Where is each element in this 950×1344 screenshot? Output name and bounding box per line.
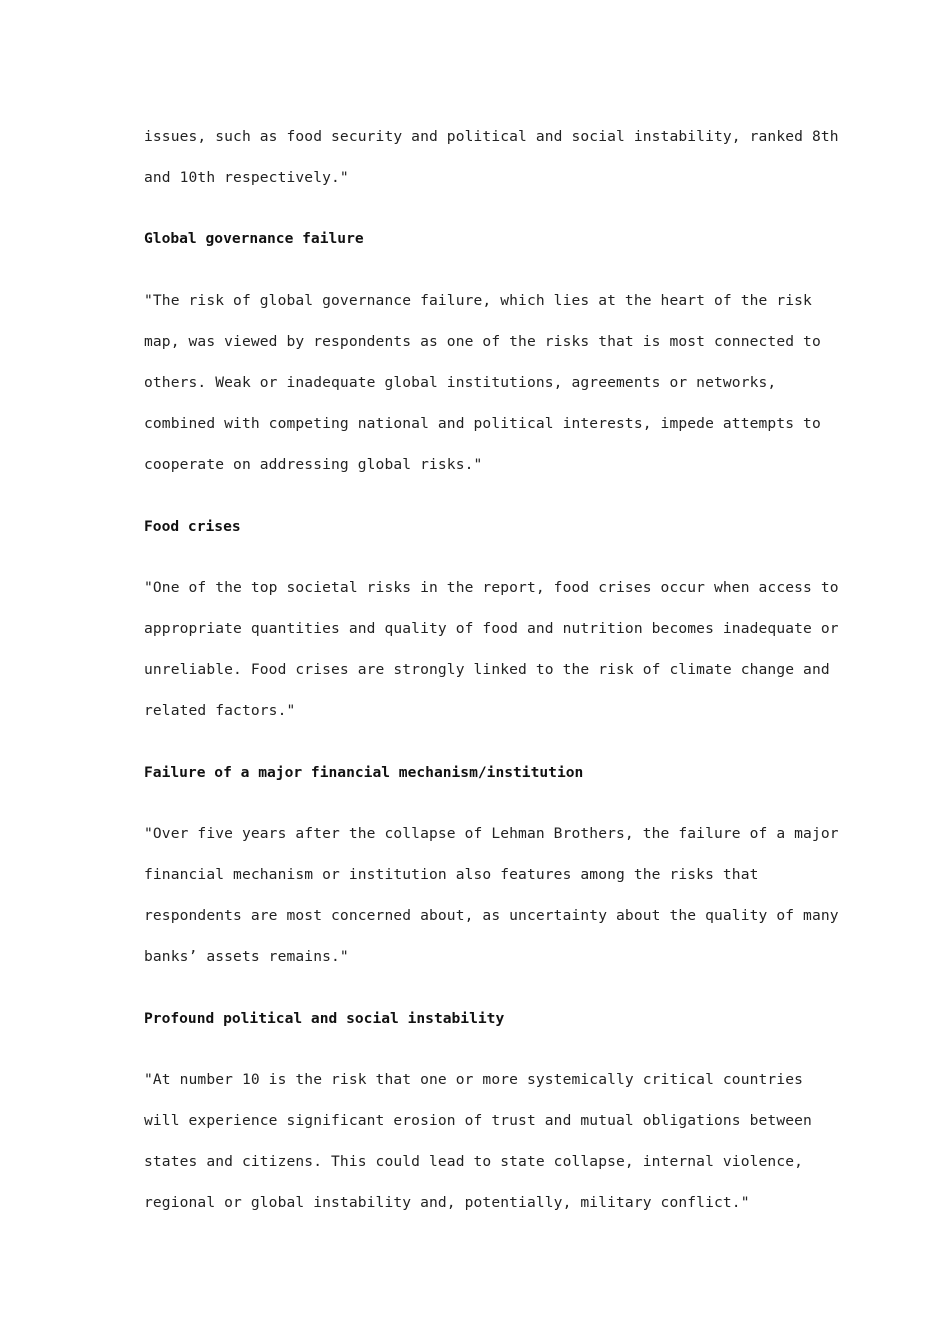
text-line: financial mechanism or institution also features among the risks that: [144, 866, 759, 884]
text-line: states and citizens. This could lead to state collapse, internal violence,: [144, 1153, 804, 1171]
text-line: "At number 10 is the risk that one or more systemically critical countries: [144, 1070, 804, 1088]
intro-paragraph: [144, 116, 839, 198]
text-line: combined with competing national and political interests, impede attempts to: [144, 415, 821, 433]
section-paragraph: [144, 280, 821, 486]
text-line: "The risk of global governance failure, which lies at the heart of the risk: [144, 291, 812, 309]
text-line: issues, such as food security and political and social instability, ranked 8th: [144, 128, 839, 145]
section-heading: Failure of a major financial mechanism/institution: [144, 763, 584, 781]
section-heading: Global governance failure: [144, 230, 364, 248]
text-line: related factors.": [144, 702, 296, 720]
section-paragraph: [144, 1059, 812, 1224]
document-page: [144, 116, 839, 1224]
text-line: unreliable. Food crises are strongly linked to the risk of climate change and: [144, 661, 830, 679]
text-line: regional or global instability and, potentially, military conflict.": [144, 1194, 750, 1212]
text-line: map, was viewed by respondents as one of the risks that is most connected to: [144, 332, 821, 350]
text-line: "Over five years after the collapse of Lehman Brothers, the failure of a major: [144, 824, 839, 842]
section-heading: Food crises: [144, 517, 241, 535]
section-heading: Profound political and social instability: [144, 1009, 505, 1027]
text-line: will experience significant erosion of trust and mutual obligations between: [144, 1112, 812, 1130]
text-line: others. Weak or inadequate global institutions, agreements or networks,: [144, 374, 777, 392]
section-paragraph: [144, 813, 839, 978]
section-paragraph: [144, 567, 839, 732]
text-line: "One of the top societal risks in the report, food crises occur when access to: [144, 578, 839, 596]
text-line: and 10th respectively.": [144, 169, 349, 187]
text-line: respondents are most concerned about, as uncertainty about the quality of many: [144, 907, 839, 925]
text-line: banks’ assets remains.": [144, 948, 349, 966]
text-line: appropriate quantities and quality of food and nutrition becomes inadequate or: [144, 620, 839, 638]
text-line: cooperate on addressing global risks.": [144, 456, 483, 474]
